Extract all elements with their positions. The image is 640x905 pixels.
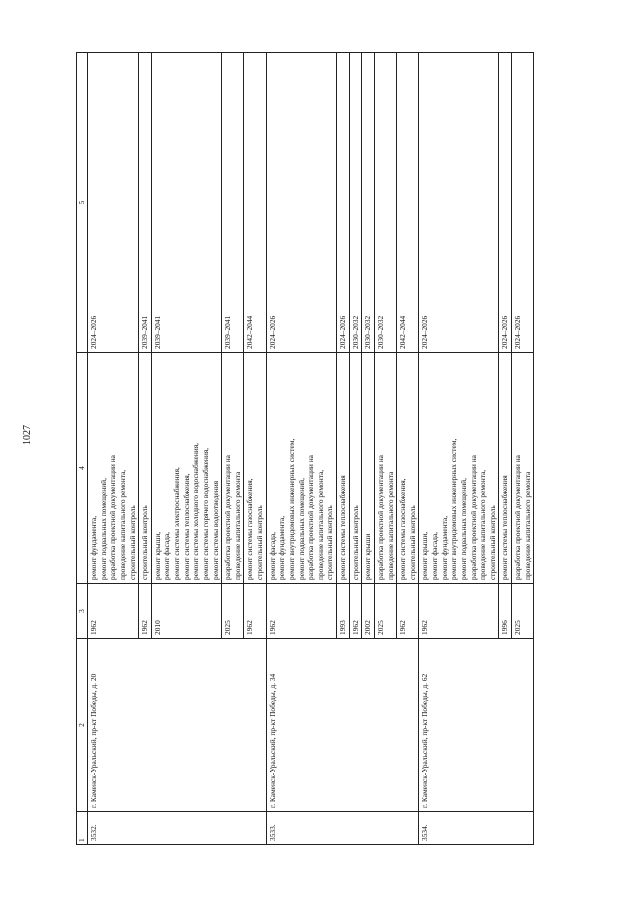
work-item: ремонт подвальных помещений, [296, 478, 306, 580]
object-address: г. Каменск-Уральский, пр-кт Победы, д. 20 [88, 639, 267, 812]
column-number-5: 5 [77, 53, 88, 353]
repair-period: 2024–2026 [499, 53, 512, 353]
repair-period: 2024–2026 [419, 53, 499, 353]
work-item: ремонт крыши [363, 533, 373, 580]
work-item: ремонт фундамента, [89, 515, 98, 580]
work-item: строительный контроль [325, 505, 335, 580]
works-list [362, 353, 375, 584]
commissioning-year: 1962 [244, 584, 266, 639]
commissioning-year: 1962 [349, 584, 362, 639]
column-number-3: 3 [77, 584, 88, 639]
page-number: 1027 [22, 425, 33, 445]
repair-period: 2024–2026 [88, 53, 139, 353]
work-item: строительный контроль [350, 505, 360, 580]
work-item: ремонт фундамента, [439, 515, 449, 580]
works-list [499, 353, 512, 584]
works-list [139, 353, 152, 584]
commissioning-year: 1962 [88, 584, 139, 639]
work-item: ремонт системы электроснабжения, [172, 467, 181, 580]
work-item: строительный контроль [487, 505, 497, 580]
work-item: ремонт системы теплоснабжения [500, 475, 510, 580]
works-list [151, 353, 221, 584]
repair-period: 2024–2026 [337, 53, 350, 353]
commissioning-year: 2010 [151, 584, 221, 639]
work-item: разработка проектной документации на [223, 455, 233, 580]
repair-period: 2042–2044 [397, 53, 419, 353]
work-item: разработка проектной документации на [513, 455, 522, 580]
work-item: строительный контроль [255, 505, 264, 580]
work-item: ремонт внутридомовых инженерных систем, [286, 438, 296, 580]
repair-period: 2039–2041 [151, 53, 221, 353]
work-item: разработка проектной документации на [108, 455, 118, 580]
table-row [88, 53, 139, 845]
work-item: проведение капитального ремонта, [117, 469, 127, 580]
works-list [512, 353, 534, 584]
column-number-row [77, 53, 88, 845]
commissioning-year: 1993 [337, 584, 350, 639]
work-item: строительный контроль [127, 505, 137, 580]
column-number-4: 4 [77, 353, 88, 584]
works-list [222, 353, 244, 584]
work-item: строительный контроль [407, 505, 417, 580]
work-item: проведение капитального ремонта [385, 471, 395, 580]
work-item: ремонт крыши, [152, 531, 162, 580]
repair-period: 2039–2041 [222, 53, 244, 353]
work-item: проведение капитального ремонта [232, 471, 242, 580]
work-item: ремонт системы горячего водоснабжения, [200, 447, 210, 580]
work-item: ремонт фасада, [267, 532, 277, 580]
work-item: ремонт системы теплоснабжения [338, 475, 347, 580]
column-number-1: 1 [77, 812, 88, 845]
work-item: ремонт крыши, [420, 531, 430, 580]
object-address: г. Каменск-Уральский, пр-кт Победы, д. 34 [266, 639, 419, 812]
work-item: ремонт подвальных помещений, [98, 478, 108, 580]
commissioning-year: 1962 [397, 584, 419, 639]
commissioning-year: 2002 [362, 584, 375, 639]
works-list [266, 353, 336, 584]
commissioning-year: 2025 [374, 584, 396, 639]
table-row [266, 53, 336, 845]
work-item: проведение капитального ремонта, [478, 469, 488, 580]
works-list [349, 353, 362, 584]
repair-schedule-table [76, 52, 534, 845]
commissioning-year: 1996 [499, 584, 512, 639]
work-item: разработка проектной документации на [306, 455, 316, 580]
work-item: строительный контроль [140, 505, 150, 580]
repair-period: 2030–2032 [349, 53, 362, 353]
work-item: ремонт системы теплоснабжения, [181, 473, 191, 580]
commissioning-year: 1962 [139, 584, 152, 639]
work-item: ремонт внутридомовых инженерных систем, [449, 438, 459, 580]
work-item: разработка проектной документации на [375, 455, 385, 580]
work-item: ремонт фасада, [162, 532, 172, 580]
work-item: ремонт системы водоотведения [210, 480, 220, 580]
object-address: г. Каменск-Уральский, пр-кт Победы, д. 62 [419, 639, 534, 812]
commissioning-year: 1962 [419, 584, 499, 639]
work-item: ремонт системы газоснабжения, [245, 478, 255, 580]
work-item: проведение капитального ремонта, [315, 469, 325, 580]
works-list [419, 353, 499, 584]
works-list [337, 353, 350, 584]
table-body [88, 53, 534, 845]
work-item: ремонт системы холодного водоснабжения, [191, 443, 201, 580]
object-number: 3533. [266, 812, 419, 845]
works-list [88, 353, 139, 584]
commissioning-year: 1962 [266, 584, 336, 639]
rotated-table-container [76, 78, 601, 845]
works-list [244, 353, 266, 584]
column-number-2: 2 [77, 639, 88, 812]
commissioning-year: 2025 [222, 584, 244, 639]
table-row [419, 53, 499, 845]
repair-period: 2030–2032 [362, 53, 375, 353]
repair-period: 2039–2041 [139, 53, 152, 353]
object-number: 3532. [88, 812, 267, 845]
repair-period: 2024–2026 [266, 53, 336, 353]
work-item: ремонт системы газоснабжения, [398, 478, 408, 580]
work-item: ремонт подвальных помещений, [458, 478, 468, 580]
work-item: ремонт фундамента, [277, 515, 287, 580]
commissioning-year: 2025 [512, 584, 534, 639]
work-item: проведение капитального ремонта [522, 471, 532, 580]
work-item: разработка проектной документации на [468, 455, 478, 580]
object-number: 3534. [419, 812, 534, 845]
repair-period: 2030–2032 [374, 53, 396, 353]
work-item: ремонт фасада, [430, 532, 439, 580]
works-list [374, 353, 396, 584]
repair-period: 2024–2026 [512, 53, 534, 353]
works-list [397, 353, 419, 584]
repair-period: 2042–2044 [244, 53, 266, 353]
